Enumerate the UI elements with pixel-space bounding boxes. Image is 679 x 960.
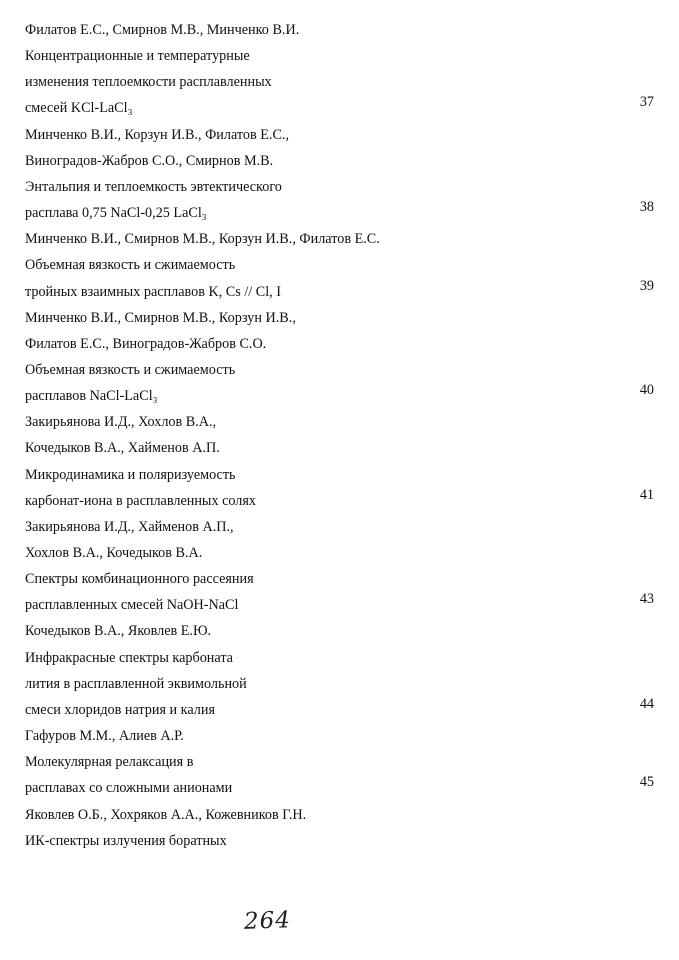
toc-entry-title-line: Молекулярная релаксация в: [25, 754, 194, 771]
toc-entry-title-line: смеси хлоридов натрия и калия: [25, 701, 215, 718]
toc-entry-authors: Кочедыков В.А., Яковлев Е.Ю.: [25, 623, 212, 640]
toc-entry-title-line: Концентрационные и температурные: [25, 48, 250, 65]
toc-entry-page-number: 45: [639, 774, 654, 791]
toc-entry-title-line: лития в расплавленной эквимольной: [25, 675, 247, 692]
toc-entry-title-line: Филатов Е.С., Виноградов-Жабров С.О.: [25, 335, 267, 352]
toc-entry-authors: Минченко В.И., Смирнов М.В., Корзун И.В., Филатов Е.С.: [25, 231, 380, 248]
toc-entry-page-number: 43: [639, 591, 654, 608]
handwritten-page-number: 264: [243, 907, 292, 935]
toc-entry-page-number: 44: [639, 695, 654, 712]
toc-entry-authors: Яковлев О.Б., Хохряков А.А., Кожевников Г.Н.: [25, 806, 307, 823]
toc-entry-title-line: Энтальпия и теплоемкость эвтектического: [25, 178, 282, 195]
toc-entry-authors: Минченко В.И., Смирнов М.В., Корзун И.В.,: [25, 309, 296, 326]
toc-entry-title-line: Виноградов-Жабров С.О., Смирнов М.В.: [25, 152, 274, 169]
toc-entry-title-line: расплавов NaCl-LaCl₃: [25, 388, 158, 405]
toc-entry-title-line: расплавленных смесей NaOH-NaCl: [25, 597, 239, 614]
toc-entry-title-line: Микродинамика и поляризуемость: [25, 466, 236, 483]
toc-entry-title-line: карбонат-иона в расплавленных солях: [25, 492, 257, 509]
toc-entry-authors: Гафуров М.М., Алиев А.Р.: [25, 728, 184, 745]
toc-entry-title-line: Спектры комбинационного рассеяния: [25, 571, 254, 588]
toc-entry-page-number: 41: [639, 486, 654, 503]
toc-entry-title-line: расплава 0,75 NaCl-0,25 LaCl₃: [25, 205, 207, 222]
toc-entry-title-line: Кочедыков В.А., Хайменов А.П.: [25, 440, 220, 457]
toc-entry-title-line: смесей KCl-LaCl₃: [25, 100, 133, 117]
toc-entry-page-number: 37: [639, 94, 654, 111]
toc-entry-authors: Минченко В.И., Корзун И.В., Филатов Е.С.,: [25, 126, 290, 143]
toc-entry-title-line: Объемная вязкость и сжимаемость: [25, 361, 236, 378]
toc-entry-authors: Филатов Е.С., Смирнов М.В., Минченко В.И.: [25, 22, 300, 38]
toc-entry-page-number: 38: [639, 199, 654, 216]
toc-entry-page-number: 40: [639, 382, 654, 399]
toc-entry-page-number: 39: [639, 277, 654, 294]
toc-entry-title-line: Инфракрасные спектры карбоната: [25, 649, 233, 666]
toc-entry-title-line: ИК-спектры излучения боратных: [25, 832, 227, 849]
toc-entry-title-line: Хохлов В.А., Кочедыков В.А.: [25, 545, 203, 561]
toc-entry-authors: Закирьянова И.Д., Хохлов В.А.,: [25, 414, 217, 431]
toc-entry-title-line: тройных взаимных расплавов K, Cs // Cl, I: [25, 283, 281, 300]
toc-entry-title-line: расплавах со сложными анионами: [25, 780, 233, 797]
toc-entry-title-line: изменения теплоемкости расплавленных: [25, 74, 272, 91]
toc-entry-authors: Закирьянова И.Д., Хайменов А.П.,: [25, 518, 234, 535]
toc-entry-title-line: Объемная вязкость и сжимаемость: [25, 257, 236, 274]
